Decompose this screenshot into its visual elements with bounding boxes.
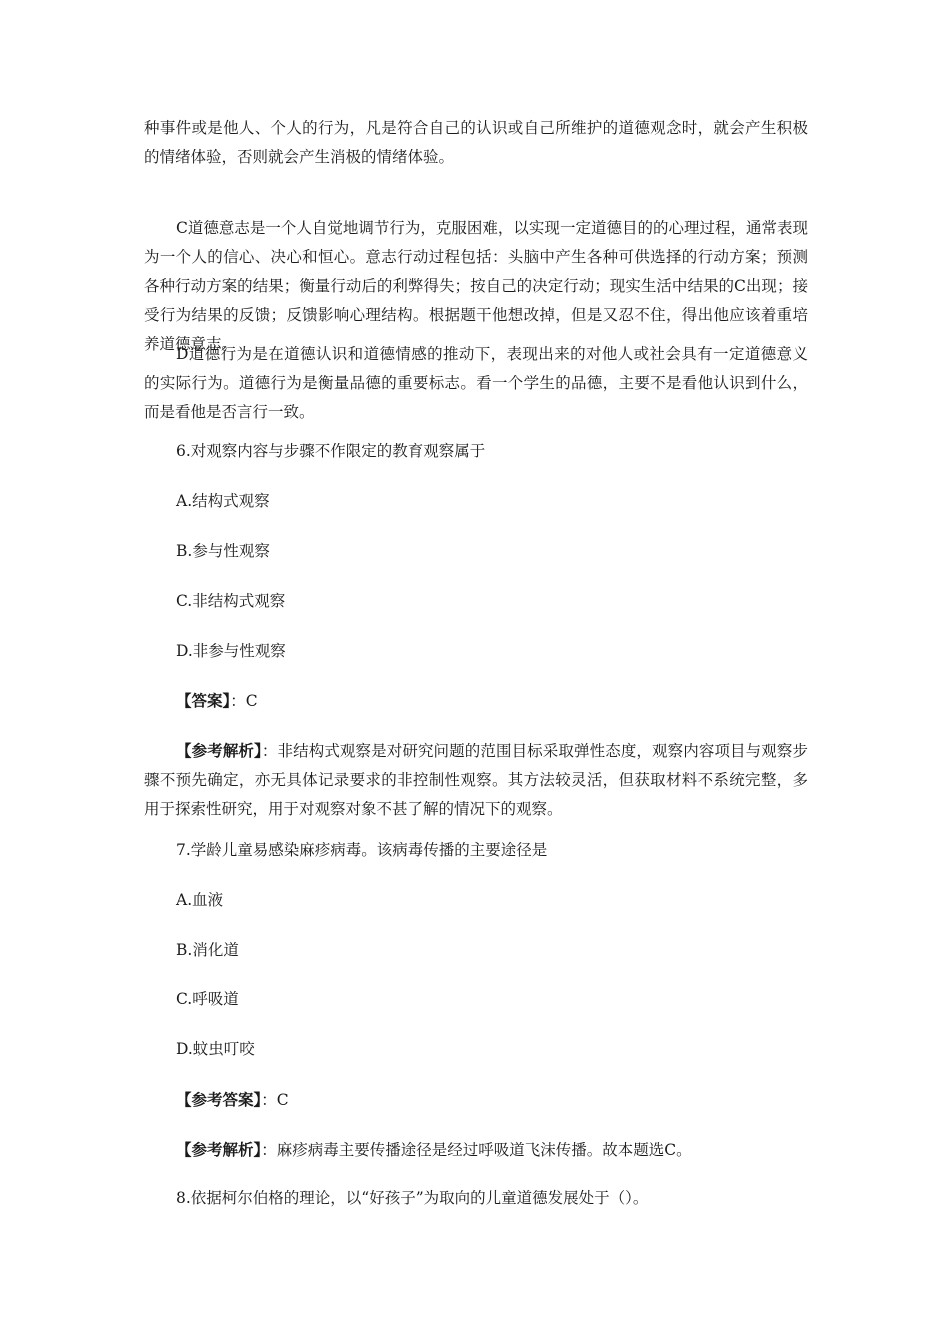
paragraph-moral-will: C道德意志是一个人自觉地调节行为，克服困难，以实现一定道德目的的心理过程，通常表现为一个人的信心、决心和恒心。意志行动过程包括：头脑中产生各种可供选择的行动方案；预测各种行动方案的结果；衡量行动后的利弊得失；按自己的决定行动；现实生活中结果的C出现；接受行为结果的反馈；反馈影响心理结构。根据题干他想改掉，但是又忍不住，得出他应该着重培养道德意志。 <box>144 219 808 353</box>
paragraph-emotion-continued: 种事件或是他人、个人的行为，凡是符合自己的认识或自己所维护的道德观念时，就会产生积极的情绪体验，否则就会产生消极的情绪体验。 <box>144 119 808 166</box>
question-8: 8.依据柯尔伯格的理论，以“好孩子”为取向的儿童道德发展处于（）。 <box>176 1189 649 1207</box>
q7-option-a: A.血液 <box>176 891 224 909</box>
q6-answer-value: ：C <box>230 692 258 710</box>
q6-answer <box>176 686 258 716</box>
q7-analysis-text: ：麻疹病毒主要传播途径是经过呼吸道飞沫传播。故本题选C。 <box>261 1141 692 1159</box>
q6-answer-label: 【答案】 <box>176 691 231 710</box>
q6-analysis-text: ：非结构式观察是对研究问题的范围目标采取弹性态度，观察内容项目与观察步骤不预先确定，亦无具体记录要求的非控制性观察。其方法较灵活，但获取材料不系统完整，多用于探索性研究，用于对观察对象不甚了解的情况下的观察。 <box>144 742 808 818</box>
q6-option-a: A.结构式观察 <box>176 492 270 510</box>
q7-analysis-label: 【参考解析】 <box>176 1140 262 1159</box>
q7-analysis <box>176 1135 692 1165</box>
q6-analysis <box>144 736 808 824</box>
paragraph-moral-behavior: D道德行为是在道德认识和道德情感的推动下，表现出来的对他人或社会具有一定道德意义的实际行为。道德行为是衡量品德的重要标志。看一个学生的品德，主要不是看他认识到什么，而是看他是否言行一致。 <box>144 345 808 421</box>
q6-option-d: D.非参与性观察 <box>176 642 286 660</box>
q7-option-b: B.消化道 <box>176 941 239 959</box>
q6-analysis-label: 【参考解析】 <box>176 741 262 760</box>
q6-option-c: C.非结构式观察 <box>176 592 286 610</box>
q6-option-b: B.参与性观察 <box>176 542 270 560</box>
q7-answer-value: ：C <box>261 1091 289 1109</box>
question-7: 7.学龄儿童易感染麻疹病毒。该病毒传播的主要途径是 <box>176 841 548 859</box>
q7-option-d: D.蚊虫叮咬 <box>176 1040 255 1058</box>
q7-option-c: C.呼吸道 <box>176 990 239 1008</box>
question-6: 6.对观察内容与步骤不作限定的教育观察属于 <box>176 442 486 460</box>
q7-answer-label: 【参考答案】 <box>176 1090 262 1109</box>
q7-answer <box>176 1085 289 1115</box>
